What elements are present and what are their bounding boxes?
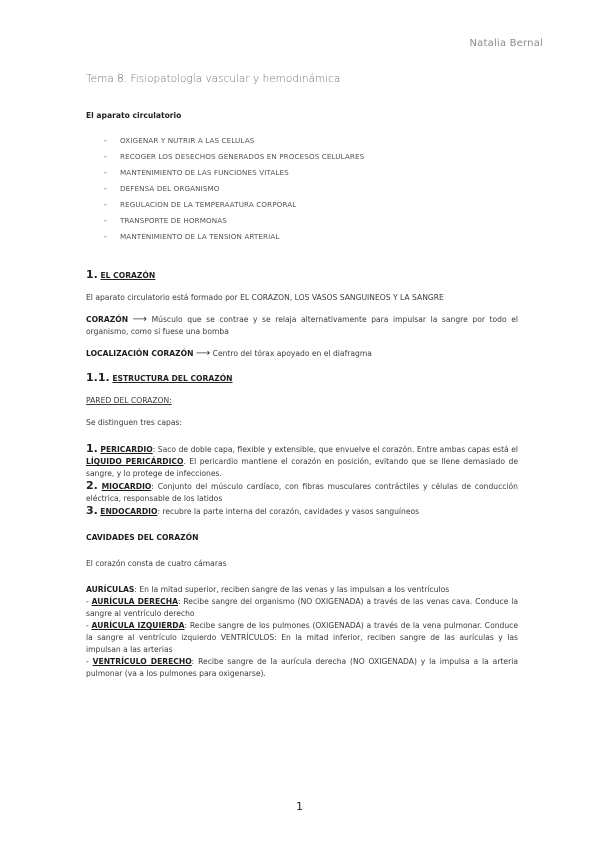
capa-label: PERICARDIO bbox=[100, 445, 153, 454]
paragraph-ventriculo-derecho bbox=[86, 656, 518, 680]
capa-text: : recubre la parte interna del corazón, cavidades y vasos sanguíneos bbox=[157, 507, 420, 516]
auricula-derecha-text: : Recibe sangre del organismo (NO OXIGENADA) a través de las venas cava. Conduce la sangre al ventrículo derecho bbox=[86, 597, 518, 618]
heading-text: ESTRUCTURA DEL CORAZÓN bbox=[112, 374, 233, 383]
paragraph-intro: El aparato circulatorio está formado por EL CORAZON, LOS VASOS SANGUINEOS Y LA SANGRE bbox=[86, 293, 444, 302]
dash: - bbox=[86, 597, 89, 606]
paragraph-definition bbox=[86, 314, 518, 338]
definition-label: CORAZÓN bbox=[86, 315, 129, 324]
paragraph-location bbox=[86, 348, 518, 360]
capas-intro: Se distinguen tres capas: bbox=[86, 418, 183, 427]
arrow-icon: ⟶ bbox=[132, 314, 148, 325]
heading-number: 1. bbox=[86, 268, 98, 281]
list-item: - MANTENIMIENTO DE LAS FUNCIONES VITALES bbox=[104, 165, 518, 181]
paragraph-auriculas bbox=[86, 584, 518, 596]
arrow-icon: ⟶ bbox=[195, 348, 211, 359]
capa-item bbox=[86, 480, 518, 505]
auriculas-label: AURÍCULAS bbox=[86, 585, 135, 594]
capa-number: 2. bbox=[86, 479, 98, 492]
capa-label: ENDOCARDIO bbox=[100, 507, 158, 516]
heading-corazon bbox=[86, 269, 518, 282]
dash: - bbox=[86, 621, 89, 630]
title-prefix: Tema bbox=[86, 73, 114, 85]
list-item: - RECOGER LOS DESECHOS GENERADOS EN PROCESOS CELULARES bbox=[104, 149, 518, 165]
heading-text: EL CORAZÓN bbox=[100, 271, 156, 280]
definition-text: Músculo que se contrae y se relaja alternativamente para impulsar la sangre por todo el organismo, como si fuese una bomba bbox=[86, 315, 519, 336]
capa-number: 3. bbox=[86, 504, 98, 517]
ventriculo-derecho-text: : Recibe sangre de la aurícula derecha (NO OXIGENADA) y la impulsa a la arteria pulmonar (va a los pulmones para oxigenarse). bbox=[86, 657, 518, 678]
heading-number: 1.1. bbox=[86, 371, 110, 384]
capa-item bbox=[86, 505, 518, 518]
heading-cavidades: CAVIDADES DEL CORAZÓN bbox=[86, 533, 199, 542]
paragraph-auricula-derecha bbox=[86, 596, 518, 620]
capa-text: : Conjunto del músculo cardíaco, con fibras musculares contráctiles y células de conducción eléctrica, responsable de los latidos bbox=[86, 482, 518, 503]
page-title bbox=[86, 73, 340, 85]
document-body bbox=[86, 110, 518, 680]
capa-item bbox=[86, 443, 518, 480]
auricula-derecha-label: AURÍCULA DERECHA bbox=[91, 597, 178, 606]
location-text: Centro del tórax apoyado en el diafragma bbox=[212, 349, 372, 358]
title-text: Fisiopatología vascular y hemodinámica bbox=[130, 73, 341, 85]
capa-number: 1. bbox=[86, 442, 98, 455]
capa-label: MIOCARDIO bbox=[101, 482, 152, 491]
capa-sublabel: LÍQUIDO PERICÁRDICO bbox=[86, 457, 184, 466]
capa-text: . El pericardio mantiene el corazón en posición, evitando que se llene demasiado de sangre, y lo protege de infecciones. bbox=[86, 457, 518, 478]
pared-label: PARED DEL CORAZON: bbox=[86, 396, 172, 405]
dash: - bbox=[86, 657, 89, 666]
list-item: - TRANSPORTE DE HORMONAS bbox=[104, 213, 518, 229]
auricula-izquierda-label: AURÍCULA IZQUIERDA bbox=[91, 621, 185, 630]
auriculas-text: : En la mitad superior, reciben sangre de las venas y las impulsan a los ventrículos bbox=[134, 585, 450, 594]
list-item: - MANTENIMIENTO DE LA TENSION ARTERIAL bbox=[104, 229, 518, 245]
capa-text: : Saco de doble capa, flexible y extensible, que envuelve el corazón. Entre ambas capas está el bbox=[152, 445, 519, 454]
cavidades-intro: El corazón consta de cuatro cámaras bbox=[86, 559, 227, 568]
section-heading-aparato: El aparato circulatorio bbox=[86, 111, 182, 120]
functions-list bbox=[86, 133, 518, 245]
ventriculo-derecho-label: VENTRÍCULO DERECHO bbox=[92, 657, 192, 666]
location-label: LOCALIZACIÓN CORAZÓN bbox=[86, 349, 194, 358]
auricula-izquierda-text: : Recibe sangre de los pulmones (OXIGENADA) a través de la vena pulmonar. Conduce la sangre al ventrículo izquierdo VENTRÍCULOS: En la mitad inferior, reciben sangre de las aurículas y las impulsan a las arterias bbox=[86, 621, 519, 654]
list-item: - REGULACION DE LA TEMPERAATURA CORPORAL bbox=[104, 197, 518, 213]
list-item: - DEFENSA DEL ORGANISMO bbox=[104, 181, 518, 197]
title-number: 8. bbox=[117, 73, 128, 85]
list-item: - OXIGENAR Y NUTRIR A LAS CELULAS bbox=[104, 133, 518, 149]
author-name: Natalia Bernal bbox=[469, 38, 543, 49]
heading-estructura bbox=[86, 372, 518, 385]
page-number: 1 bbox=[296, 800, 303, 813]
paragraph-auricula-izquierda bbox=[86, 620, 518, 656]
